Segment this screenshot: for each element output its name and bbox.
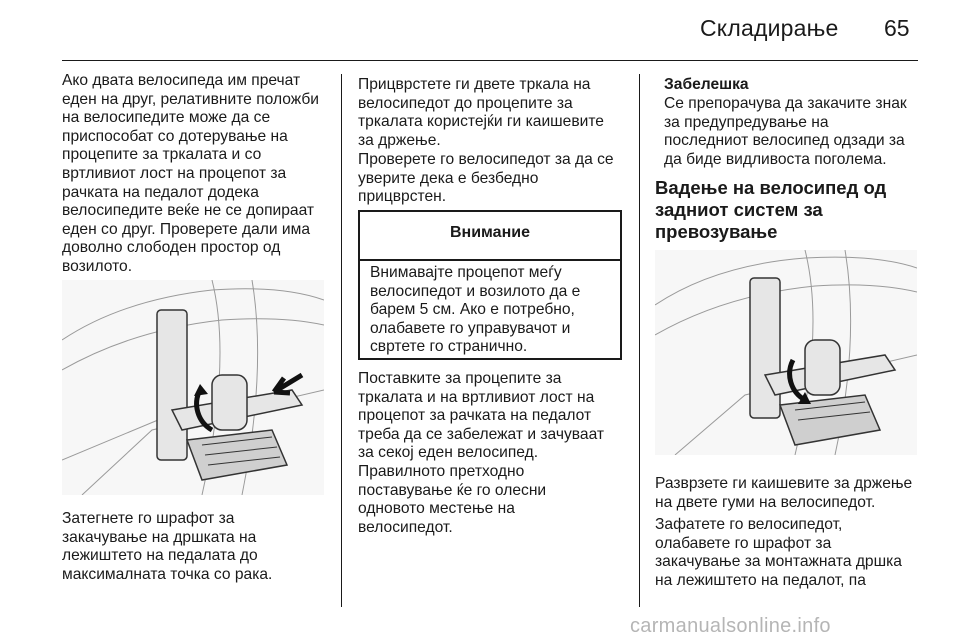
- intro-paragraph: Ако двата велосипеда им пречат еден на друг, релативните положби на велосипедите може да се приспособат со дотерување на процепите за тркалата и со вртливиот лост на процепот за рачката на педалот додека велосипедите веќе не се допираат еден со друг. Проверете дали има доволно слободен простор од возилото.: [62, 72, 319, 275]
- paragraph-settings: Поставките за процепите за тркалата и на вртливиот лост на процепот за рачката на педалот треба да се забележат и зачуваат за секој еден велосипед. Правилното претходно поставување ќе го олесни одновото местење на велосипедот.: [358, 370, 605, 536]
- warning-box: [358, 210, 622, 360]
- pedal-holder-illustration: [62, 280, 324, 495]
- paragraph-fasten-wheels: Прицврстете ги двете тркала на велосипедот до процепите за тркалата користејќи ги каишевите за држење.: [358, 76, 604, 149]
- watermark: carmanualsonline.info: [630, 615, 831, 637]
- removal-illustration: [655, 250, 917, 455]
- page-title: Складирање: [700, 15, 839, 41]
- column-divider-2: [639, 74, 640, 607]
- warning-text: Внимавајте процепот меѓу велосипедот и возилото да е барем 5 см. Ако е потребно, олабавете го управувачот и свртете го странично.: [370, 264, 581, 356]
- note-text: Се препорачува да закачите знак за предупредување на последниот велосипед одзади за да биде видливоста поголема.: [664, 95, 907, 168]
- note-title: Забелешка: [664, 76, 749, 93]
- column-divider-1: [341, 74, 342, 607]
- section-heading: Вадење на велосипед од задниот систем за превозување: [655, 177, 887, 242]
- paragraph-check-bicycle: Проверете го велосипедот за да се уверите дека е безбедно прицврстен.: [358, 151, 614, 206]
- header-divider: [62, 60, 918, 61]
- page-number: 65: [884, 15, 910, 41]
- removal-figure: [655, 250, 917, 455]
- warning-divider: [360, 259, 620, 261]
- paragraph-grip-bicycle: Зафатете го велосипедот, олабавете го шрафот за закачување за монтажната дршка на лежиштето на педалот, па: [655, 516, 902, 589]
- pedal-holder-figure: [62, 280, 324, 495]
- figure-caption: Затегнете го шрафот за закачување на дршката на лежиштето на педалата до максималната точка со рака.: [62, 510, 273, 583]
- paragraph-unfasten-straps: Разврзете ги каишевите за држење на двете гуми на велосипедот.: [655, 475, 913, 511]
- warning-title: Внимание: [450, 224, 530, 241]
